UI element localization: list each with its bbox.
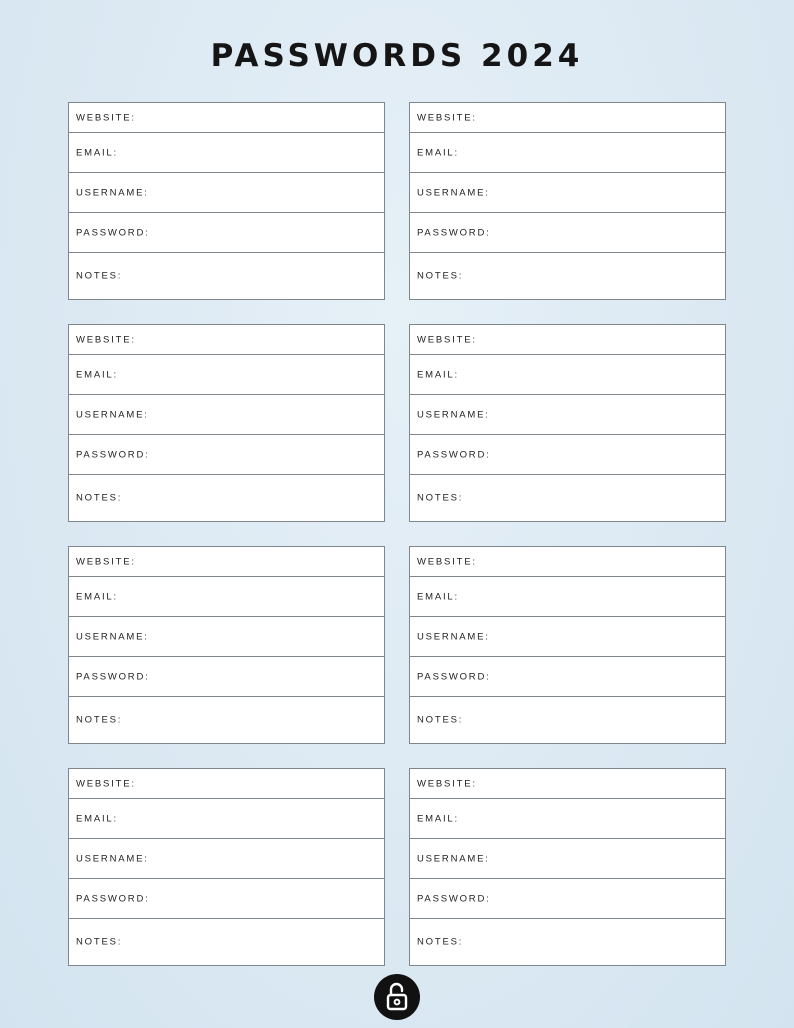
website-label: WEBSITE: xyxy=(76,778,136,789)
email-field[interactable] xyxy=(69,799,384,839)
password-entry-card xyxy=(68,768,385,966)
email-field[interactable] xyxy=(69,133,384,173)
email-label: EMAIL: xyxy=(76,591,118,602)
email-label: EMAIL: xyxy=(417,591,459,602)
username-label: USERNAME: xyxy=(76,631,149,642)
unlocked-padlock-icon xyxy=(374,974,420,1020)
notes-field[interactable] xyxy=(410,475,725,521)
password-entry-card xyxy=(68,102,385,300)
username-label: USERNAME: xyxy=(76,853,149,864)
notes-label: NOTES: xyxy=(76,714,123,726)
email-label: EMAIL: xyxy=(417,147,459,158)
website-field[interactable] xyxy=(410,547,725,577)
password-entry-card xyxy=(409,546,726,744)
notes-field[interactable] xyxy=(410,919,725,965)
notes-label: NOTES: xyxy=(417,936,464,948)
password-field[interactable] xyxy=(69,435,384,475)
website-field[interactable] xyxy=(410,769,725,799)
website-label: WEBSITE: xyxy=(417,556,477,567)
username-label: USERNAME: xyxy=(417,853,490,864)
username-label: USERNAME: xyxy=(76,187,149,198)
website-field[interactable] xyxy=(69,325,384,355)
password-label: PASSWORD: xyxy=(417,449,491,460)
website-field[interactable] xyxy=(69,547,384,577)
password-label: PASSWORD: xyxy=(417,227,491,238)
website-field[interactable] xyxy=(69,769,384,799)
username-label: USERNAME: xyxy=(417,631,490,642)
username-field[interactable] xyxy=(69,839,384,879)
email-field[interactable] xyxy=(410,577,725,617)
notes-field[interactable] xyxy=(410,697,725,743)
notes-field[interactable] xyxy=(69,697,384,743)
email-field[interactable] xyxy=(69,355,384,395)
notes-label: NOTES: xyxy=(76,492,123,504)
website-label: WEBSITE: xyxy=(417,112,477,123)
password-field[interactable] xyxy=(69,879,384,919)
username-field[interactable] xyxy=(69,395,384,435)
email-label: EMAIL: xyxy=(417,813,459,824)
website-label: WEBSITE: xyxy=(417,334,477,345)
website-field[interactable] xyxy=(69,103,384,133)
password-field[interactable] xyxy=(410,435,725,475)
notes-label: NOTES: xyxy=(417,492,464,504)
password-label: PASSWORD: xyxy=(76,449,150,460)
email-field[interactable] xyxy=(410,355,725,395)
website-field[interactable] xyxy=(410,103,725,133)
notes-field[interactable] xyxy=(69,475,384,521)
notes-label: NOTES: xyxy=(417,270,464,282)
username-field[interactable] xyxy=(410,173,725,213)
password-entry-card xyxy=(409,768,726,966)
password-field[interactable] xyxy=(410,657,725,697)
email-label: EMAIL: xyxy=(76,369,118,380)
username-label: USERNAME: xyxy=(76,409,149,420)
password-field[interactable] xyxy=(410,879,725,919)
password-field[interactable] xyxy=(69,657,384,697)
email-label: EMAIL: xyxy=(76,813,118,824)
password-entry-card xyxy=(68,324,385,522)
website-field[interactable] xyxy=(410,325,725,355)
notes-field[interactable] xyxy=(69,919,384,965)
website-label: WEBSITE: xyxy=(76,334,136,345)
notes-label: NOTES: xyxy=(76,270,123,282)
email-field[interactable] xyxy=(69,577,384,617)
password-label: PASSWORD: xyxy=(417,893,491,904)
password-entry-card xyxy=(68,546,385,744)
username-field[interactable] xyxy=(410,617,725,657)
password-label: PASSWORD: xyxy=(76,671,150,682)
password-label: PASSWORD: xyxy=(76,227,150,238)
username-field[interactable] xyxy=(69,617,384,657)
username-label: USERNAME: xyxy=(417,187,490,198)
username-field[interactable] xyxy=(69,173,384,213)
email-field[interactable] xyxy=(410,133,725,173)
username-field[interactable] xyxy=(410,395,725,435)
password-field[interactable] xyxy=(410,213,725,253)
website-label: WEBSITE: xyxy=(76,556,136,567)
email-label: EMAIL: xyxy=(76,147,118,158)
email-label: EMAIL: xyxy=(417,369,459,380)
username-label: USERNAME: xyxy=(417,409,490,420)
password-label: PASSWORD: xyxy=(417,671,491,682)
password-field[interactable] xyxy=(69,213,384,253)
page-title: PASSWORDS 2024 xyxy=(210,38,584,74)
website-label: WEBSITE: xyxy=(76,112,136,123)
notes-label: NOTES: xyxy=(76,936,123,948)
email-field[interactable] xyxy=(410,799,725,839)
username-field[interactable] xyxy=(410,839,725,879)
lock-badge xyxy=(374,974,420,1020)
website-label: WEBSITE: xyxy=(417,778,477,789)
password-entry-card xyxy=(409,102,726,300)
password-label: PASSWORD: xyxy=(76,893,150,904)
notes-field[interactable] xyxy=(69,253,384,299)
notes-label: NOTES: xyxy=(417,714,464,726)
password-entry-card xyxy=(409,324,726,522)
notes-field[interactable] xyxy=(410,253,725,299)
